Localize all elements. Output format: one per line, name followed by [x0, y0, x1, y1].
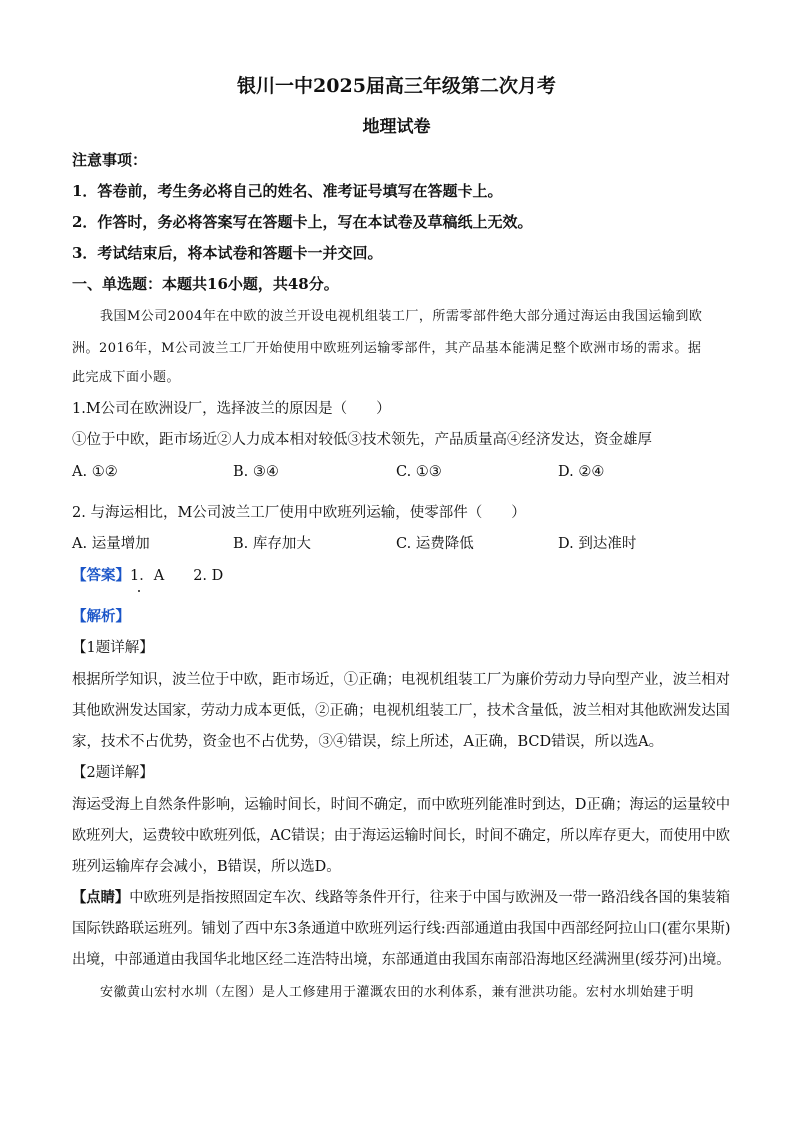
q1-option-c: C. ①③: [396, 464, 442, 480]
passage2-line-1: 安徽黄山宏村水圳（左图）是人工修建用于灌溉农田的水利体系，兼有泄洪功能。宏村水圳始建于明: [100, 985, 695, 1000]
q1-option-b: B. ③④: [233, 464, 279, 480]
notice-item-1: 1．答卷前，考生务必将自己的姓名、准考证号填写在答题卡上。: [72, 182, 503, 200]
passage-line-1: 我国M公司2004年在中欧的波兰开设电视机组装工厂，所需零部件绝大部分通过海运由我国运输到欧: [100, 309, 703, 324]
q1-option-a: A. ①②: [72, 464, 118, 480]
analysis-tag: 【解析】: [72, 608, 130, 625]
answer-line: [72, 566, 223, 586]
q2-option-d: D. 到达准时: [558, 536, 637, 552]
q1-stem: 1.M公司在欧洲设厂，选择波兰的原因是（ ）: [72, 401, 391, 417]
answer-text: 1．A 2. D: [130, 568, 224, 584]
q1-statements: ①位于中欧，距市场近②人力成本相对较低③技术领先，产品质量高④经济发达，资金雄厚: [72, 432, 652, 448]
notice-item-2: 2．作答时，务必将答案写在答题卡上，写在本试卷及草稿纸上无效。: [72, 213, 533, 231]
tip-line-3: 出境，中部通道由我国华北地区经二连浩特出境，东部通道由我国东南部沿海地区经满洲里(绥芬河)出境。: [72, 952, 731, 968]
notice-item-3: 3．考试结束后，将本试卷和答题卡一并交回。: [72, 244, 383, 262]
q2-analysis-line-1: 海运受海上自然条件影响，运输时间长，时间不确定，而中欧班列能准时到达，D正确；海运的运量较中: [72, 797, 731, 813]
answer-tag: 【答案】: [72, 567, 130, 584]
q2-stem: 2. 与海运相比，M公司波兰工厂使用中欧班列运输，使零部件（ ）: [72, 505, 526, 521]
q2-analysis-line-3: 班列运输库存会减小，B错误，所以选D。: [72, 859, 341, 875]
exam-subject: 地理试卷: [362, 117, 431, 137]
q2-analysis-tag: 【2题详解】: [72, 765, 154, 781]
q2-analysis-line-2: 欧班列大，运费较中欧班列低，AC错误；由于海运运输时间长，时间不确定，所以库存更大，而使用中欧: [72, 828, 731, 844]
q2-option-b: B. 库存加大: [233, 536, 311, 552]
q1-option-d: D. ②④: [558, 464, 605, 480]
tip-tag: 【点睛】: [72, 889, 130, 906]
stray-dot: [138, 590, 140, 592]
notice-heading: 注意事项：: [72, 151, 148, 169]
q1-analysis-line-3: 家，技术不占优势，资金也不占优势，③④错误，综上所述，A正确，BCD错误，所以选A。: [72, 734, 664, 750]
passage-line-3: 此完成下面小题。: [72, 370, 181, 385]
section-heading: 一、单选题：本题共16小题，共48分。: [72, 275, 339, 293]
tip-line-1: [72, 888, 730, 908]
q1-analysis-line-2: 其他欧洲发达国家，劳动力成本更低，②正确；电视机组装工厂，技术含量低，波兰相对其他欧洲发达国: [72, 703, 730, 719]
q2-option-c: C. 运费降低: [396, 536, 474, 552]
tip-line-2: 国际铁路联运班列。铺划了西中东3条通道中欧班列运行线:西部通道由我国中西部经阿拉山口(霍尔果斯): [72, 921, 731, 937]
q1-analysis-tag: 【1题详解】: [72, 640, 154, 656]
tip-text-1: 中欧班列是指按照固定车次、线路等条件开行，往来于中国与欧洲及一带一路沿线各国的集装箱: [129, 890, 730, 906]
q1-analysis-line-1: 根据所学知识，波兰位于中欧，距市场近，①正确；电视机组装工厂为廉价劳动力导向型产业，波兰相对: [72, 672, 730, 688]
passage-line-2: 洲。2016年，M公司波兰工厂开始使用中欧班列运输零部件，其产品基本能满足整个欧洲市场的需求。据: [72, 341, 702, 356]
q2-option-a: A. 运量增加: [72, 536, 150, 552]
exam-title: 银川一中2025届高三年级第二次月考: [237, 75, 556, 97]
